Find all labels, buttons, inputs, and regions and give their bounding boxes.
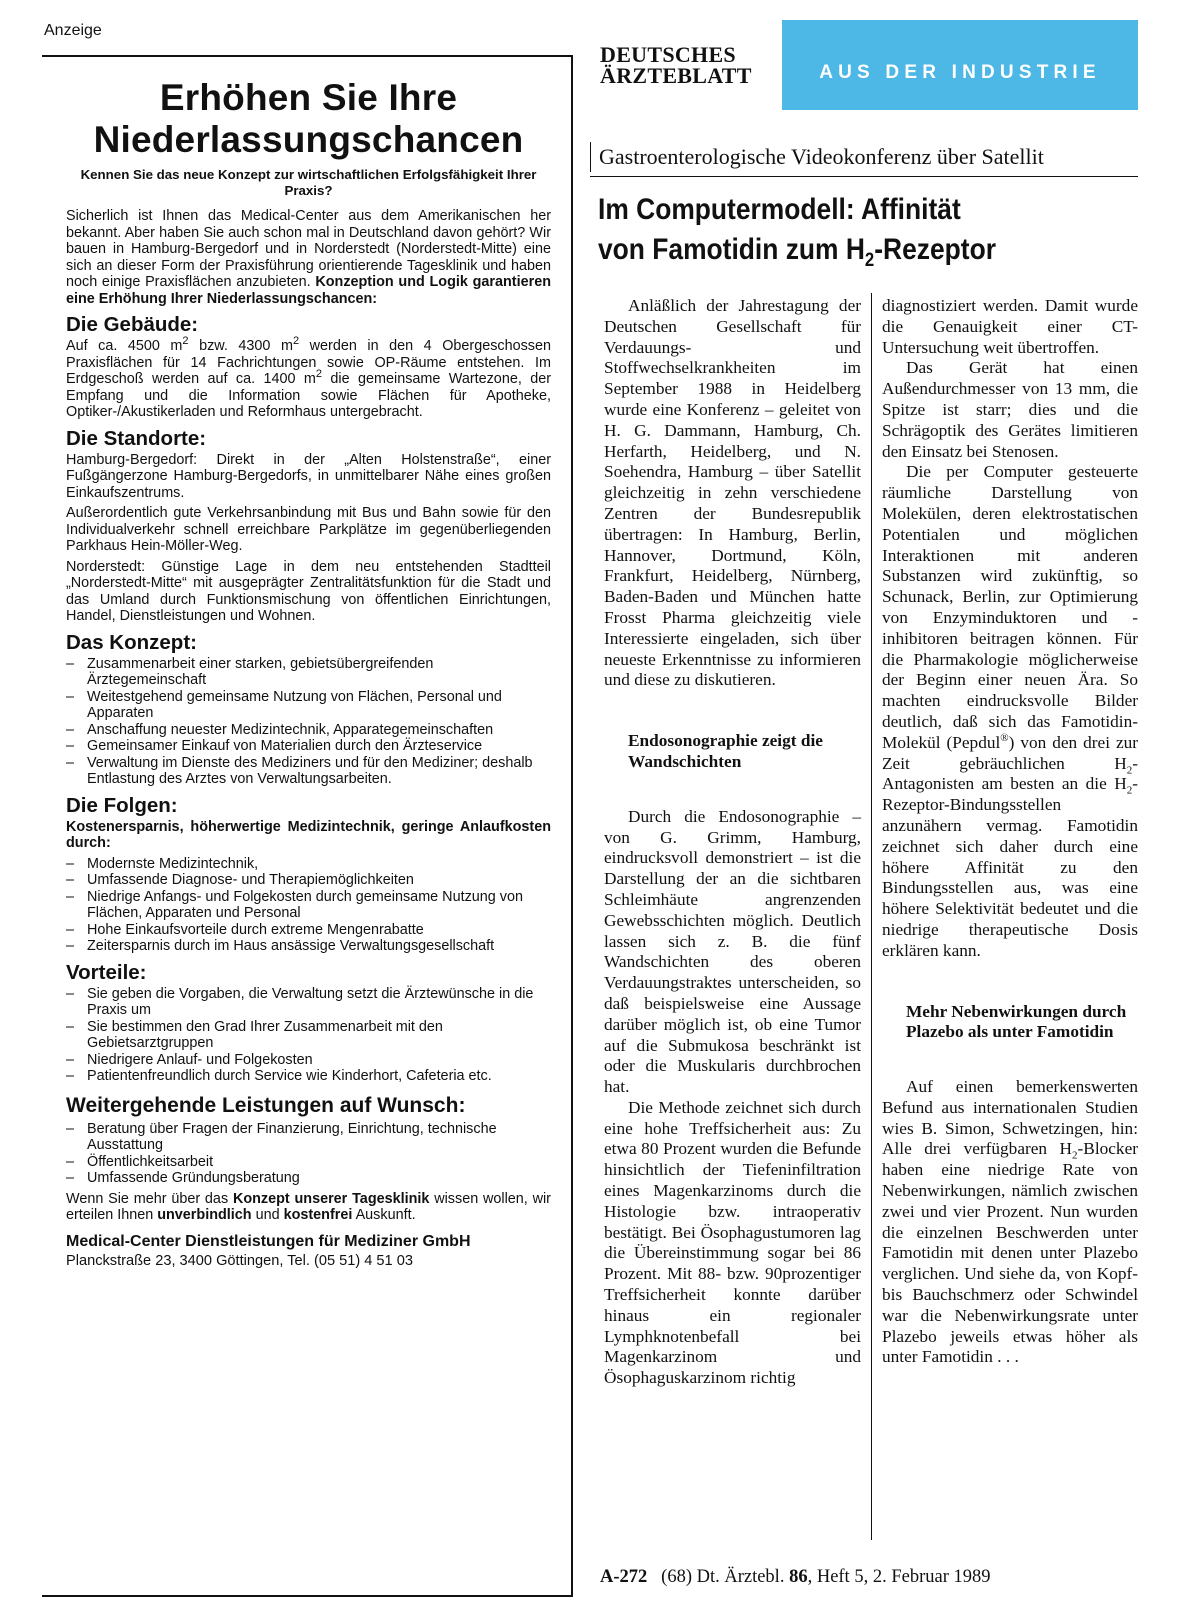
ad-standorte-p2: Außerordentlich gute Verkehrsanbindung mit Bus und Bahn sowie für den Individualverkehr schnell erreichbare Parkplätze im gegenüberliegenden Parkhaus Hein-Möller-Weg. xyxy=(66,505,551,554)
ad-subtitle: Kennen Sie das neue Konzept zur wirtschaftlichen Erfolgsfähigkeit Ihrer Praxis? xyxy=(80,167,537,198)
ad-gebaeude-part: werden in den 4 Obergeschossen Praxisflächen für 14 Fachrichtungen sowie OP-Räume entstehen. Im Erdgeschoß werden auf ca. 1400 m xyxy=(66,338,551,387)
subscript: 2 xyxy=(1072,1149,1078,1162)
ad-heading-vorteile: Vorteile: xyxy=(66,960,147,984)
ad-folgen-list xyxy=(66,856,551,955)
ad-closing-part: Auskunft. xyxy=(352,1207,416,1223)
title-line-2a: von Famotidin zum H xyxy=(598,233,865,266)
article-text-part: -Rezeptor-Bindungsstellen anzunähern vermag. Famotidin zeichnet sich daher durch eine höhere Affinität zu den Bindungsstellen aus, was eine höhere Selektivität bedeutet und die niedrige therapeutische Dosis erklären kann. xyxy=(882,774,1138,960)
article-paragraph: Das Gerät hat einen Außendurchmesser von 13 mm, die Spitze ist starr; dies und die Schrägoptik des Gerätes limitieren den Einsatz bei Stenosen. xyxy=(882,358,1138,461)
ad-vorteile-list xyxy=(66,986,551,1085)
ad-company: Medical-Center Dienstleistungen für Mediziner GmbH xyxy=(66,1232,471,1250)
subscript: 2 xyxy=(1126,763,1133,776)
ad-label: Anzeige xyxy=(44,22,102,39)
ad-heading-standorte: Die Standorte: xyxy=(66,426,207,450)
ad-address: Planckstraße 23, 3400 Göttingen, Tel. (05 51) 4 51 03 xyxy=(66,1252,413,1269)
ad-gebaeude-part: Auf ca. 4500 m xyxy=(66,338,183,354)
list-item: – Anschaffung neuester Medizintechnik, Apparategemeinschaften xyxy=(66,722,551,739)
article-column-2 xyxy=(882,296,1138,1368)
list-item: – Öffentlichkeitsarbeit xyxy=(66,1154,551,1171)
page-footer xyxy=(600,1566,1140,1588)
ad-gebaeude-part: bzw. 4300 m xyxy=(188,338,293,354)
ad-heading-folgen: Die Folgen: xyxy=(66,793,178,817)
list-item: – Gemeinsamer Einkauf von Materialien durch den Ärzteservice xyxy=(66,738,551,755)
title-line-2b: -Rezeptor xyxy=(874,233,996,266)
ad-folgen-lead: Kostenersparnis, höherwertige Medizintechnik, geringe Anlaufkosten durch: xyxy=(66,818,551,851)
footer-issue-pre: (68) Dt. Ärztebl. xyxy=(661,1567,785,1587)
footer-issue-post: , Heft 5, 2. Februar 1989 xyxy=(807,1567,991,1587)
masthead-logo xyxy=(600,44,770,86)
list-item: – Umfassende Gründungsberatung xyxy=(66,1170,551,1187)
section-banner-text: AUS DER INDUSTRIE xyxy=(819,62,1101,83)
ad-closing-part: wissen wollen, wir erteilen Ihnen xyxy=(66,1190,551,1223)
subscript: 2 xyxy=(1126,784,1133,797)
ad-intro xyxy=(66,208,551,307)
ad-heading-leistungen: Weitergehende Leistungen auf Wunsch: xyxy=(66,1093,466,1117)
section-banner xyxy=(782,20,1138,110)
ad-closing-bold: kostenfrei xyxy=(283,1207,353,1223)
article-text-part: Die per Computer gesteuerte räumliche Darstellung von Molekülen, deren elektrostatischen Potentialen und möglichen Interaktionen mit anderen Substanzen wird zukünftig, so Schunack, Berlin, zur Optimierung von Enzyminduktoren und -inhibitoren beitragen können. Für die Pharmakologie möglicherweise der Beginn einer neuen Ära. So machten eindrucksvolle Bilder deutlich, daß sich das Famotidin-Molekül (Pepdul xyxy=(882,462,1138,752)
list-item: – Niedrigere Anlauf- und Folgekosten xyxy=(66,1052,551,1069)
article-paragraph: Durch die Endosonographie – von G. Grimm, Hamburg, eindrucksvoll demonstriert – ist die Darstellung der an die sichtbaren Schleimhäute angrenzenden Gewebsschichten möglich. Deutlich lassen sich z. B. die fünf Wandschichten des oberen Verdauungstraktes unterscheiden, so daß beispielsweise eine Aussage darüber möglich ist, ob eine Tumor auf die Submukosa beschränkt ist oder die Muskularis durchbrochen hat. xyxy=(604,806,861,1097)
article-text-part: ) von den drei zur Zeit gebräuchlichen H xyxy=(882,732,1139,773)
superscript: ® xyxy=(1000,731,1009,744)
superscript: 2 xyxy=(292,335,300,348)
article-paragraph: Die Methode zeichnet sich durch eine hohe Treffsicherheit aus: Zu etwa 80 Prozent wurden die Befunde hinsichtlich der Tiefeninfiltration eines Magenkarzinoms durch die Histologie bzw. intraoperativ bestätigt. Bei Ösophagustumoren lag die Übereinstimmung sogar bei 86 Prozent. Mit 88- bzw. 90prozentiger Treffsicherheit konnte darüber hinaus ein regionaler Lymphknotenbefall bei Magenkarzinom und Ösophaguskarzinom richtig xyxy=(604,1097,861,1388)
subscript: 2 xyxy=(864,250,875,271)
ad-heading-konzept: Das Konzept: xyxy=(66,630,197,654)
article-text-part: Auf einen bemerkenswerten Befund aus internationalen Studien wies B. Simon, Schwetzingen, hin: Alle drei verfügbaren H xyxy=(882,1077,1138,1159)
ad-title: Erhöhen Sie Ihre Niederlassungschancen xyxy=(93,77,524,160)
article-title xyxy=(598,190,1073,270)
ad-leistungen-list xyxy=(66,1121,551,1187)
ad-intro-bold: Konzeption und Logik garantieren eine Erhöhung Ihrer Niederlassungschancen: xyxy=(66,274,551,307)
masthead-line2: ÄRZTEBLATT xyxy=(600,63,752,88)
ad-standorte-p1: Hamburg-Bergedorf: Direkt in der „Alten Holstenstraße“, einer Fußgängerzone Hamburg-Bergedorfs, in unmittelbarer Nähe eines großen Einkaufszentrums. xyxy=(66,451,551,501)
ad-intro-text: Sicherlich ist Ihnen das Medical-Center aus dem Amerikanischen her bekannt. Aber haben Sie auch schon mal in Deutschland davon gehört? Wir bauen in Hamburg-Bergedorf und in Norderstedt (Norderstedt-Mitte) eine sich an dieser Form der Praxisführung orientierende Tagesklinik und haben noch einige Praxisflächen anzubieten. xyxy=(66,208,551,290)
article-text-part: -Antagonisten am besten an die H xyxy=(882,753,1138,794)
list-item: – Umfassende Diagnose- und Therapiemöglichkeiten xyxy=(66,872,551,889)
divider xyxy=(590,176,1138,177)
list-item: – Zeitersparnis durch im Haus ansässige Verwaltungsgesellschaft xyxy=(66,938,551,955)
ad-closing-bold: Konzept unserer Tagesklinik xyxy=(232,1190,430,1207)
list-item: – Zusammenarbeit einer starken, gebietsübergreifenden Ärztegemeinschaft xyxy=(66,656,551,689)
list-item: – Sie geben die Vorgaben, die Verwaltung setzt die Ärztewünsche in die Praxis um xyxy=(66,986,551,1019)
footer-volume: 86 xyxy=(789,1567,808,1587)
article-paragraph: diagnostiziert werden. Damit wurde die Genauigkeit einer CT-Untersuchung weit übertroffen. xyxy=(882,296,1138,357)
list-item: – Niedrige Anfangs- und Folgekosten durch gemeinsame Nutzung von Flächen, Apparaten und Personal xyxy=(66,889,551,922)
ad-standorte-p3: Norderstedt: Günstige Lage in dem neu entstehenden Stadtteil „Norderstedt-Mitte“ mit ausgeprägter Zentralitätsfunktion für die Stadt und das Umland durch Funktionsmischung von öffentlichen Einrichtungen, Handel, Dienstleistungen und Wohnen. xyxy=(66,558,551,624)
list-item: – Patientenfreundlich durch Service wie Kinderhort, Cafeteria etc. xyxy=(66,1068,551,1085)
ad-heading-gebaeude: Die Gebäude: xyxy=(66,313,199,336)
ad-konzept-list xyxy=(66,656,551,788)
article-kicker: Gastroenterologische Videokonferenz über Satellit xyxy=(590,142,1138,172)
list-item: – Sie bestimmen den Grad Ihrer Zusammenarbeit mit den Gebietsarztgruppen xyxy=(66,1019,551,1052)
list-item: – Hohe Einkaufsvorteile durch extreme Mengenrabatte xyxy=(66,922,551,939)
article-paragraph xyxy=(882,462,1138,961)
page-number: A-272 xyxy=(600,1567,648,1587)
list-item: – Verwaltung im Dienste des Mediziners und für den Mediziner; deshalb Entlastung des Arztes von Verwaltungsarbeiten. xyxy=(66,755,551,788)
list-item: – Weitestgehend gemeinsame Nutzung von Flächen, Personal und Apparaten xyxy=(66,689,551,722)
article-column-1 xyxy=(604,296,861,1389)
ad-closing-part: Wenn Sie mehr über das xyxy=(66,1190,233,1207)
article-subheading: Mehr Nebenwirkungen durch Plazebo als unter Famotidin xyxy=(906,1001,1127,1042)
article-text-part: -Blocker haben eine niedrige Rate von Nebenwirkungen, nämlich zwischen zwei und vier Prozent. Nun wurden die einzelnen Beschwerden unter Famotidin mit denen unter Plazebo verglichen. Und siehe da, von Kopf- bis Bauchschmerz oder Schwindel war die Nebenwirkungsrate unter Plazebo jeweils etwas höher als unter Famotidin . . . xyxy=(882,1139,1138,1367)
ad-closing-part: und xyxy=(251,1207,284,1223)
column-divider xyxy=(871,293,872,1540)
superscript: 2 xyxy=(315,368,323,381)
ad-gebaeude-text xyxy=(66,335,551,421)
advertisement xyxy=(42,55,573,1597)
ad-closing-bold: unverbindlich xyxy=(157,1207,252,1223)
title-line-1: Im Computermodell: Affinität xyxy=(598,193,961,226)
article-paragraph xyxy=(882,1077,1138,1368)
ad-gebaeude-part: die gemeinsame Wartezone, der Empfang und die Information sowie Flächen für Apotheke, Optiker-/Akustikerladen und Reformhaus untergebracht. xyxy=(66,371,551,420)
article-paragraph: Anläßlich der Jahrestagung der Deutschen Gesellschaft für Verdauungs- und Stoffwechselkrankheiten im September 1988 in Heidelberg wurde eine Konferenz – geleitet von H. G. Dammann, Hamburg, Ch. Herfarth, Heidelberg, und N. Soehendra, Hamburg – über Satellit gleichzeitig in zehn verschiedene Zentren der Bundesrepublik übertragen: In Hamburg, Berlin, Hannover, Dortmund, Köln, Frankfurt, Heidelberg, Nürnberg, Baden-Baden und München hatte Frosst Pharma gleichzeitig viele Interessierte eingeladen, sich über neueste Erkenntnisse zu informieren und diese zu diskutieren. xyxy=(604,296,861,690)
superscript: 2 xyxy=(182,335,189,348)
list-item: – Modernste Medizintechnik, xyxy=(66,856,551,873)
ad-closing xyxy=(66,1191,551,1224)
list-item: – Beratung über Fragen der Finanzierung, Einrichtung, technische Ausstattung xyxy=(66,1121,551,1154)
masthead-line1: DEUTSCHES xyxy=(600,42,736,67)
article-subheading: Endosonographie zeigt die Wandschichten xyxy=(628,731,823,771)
